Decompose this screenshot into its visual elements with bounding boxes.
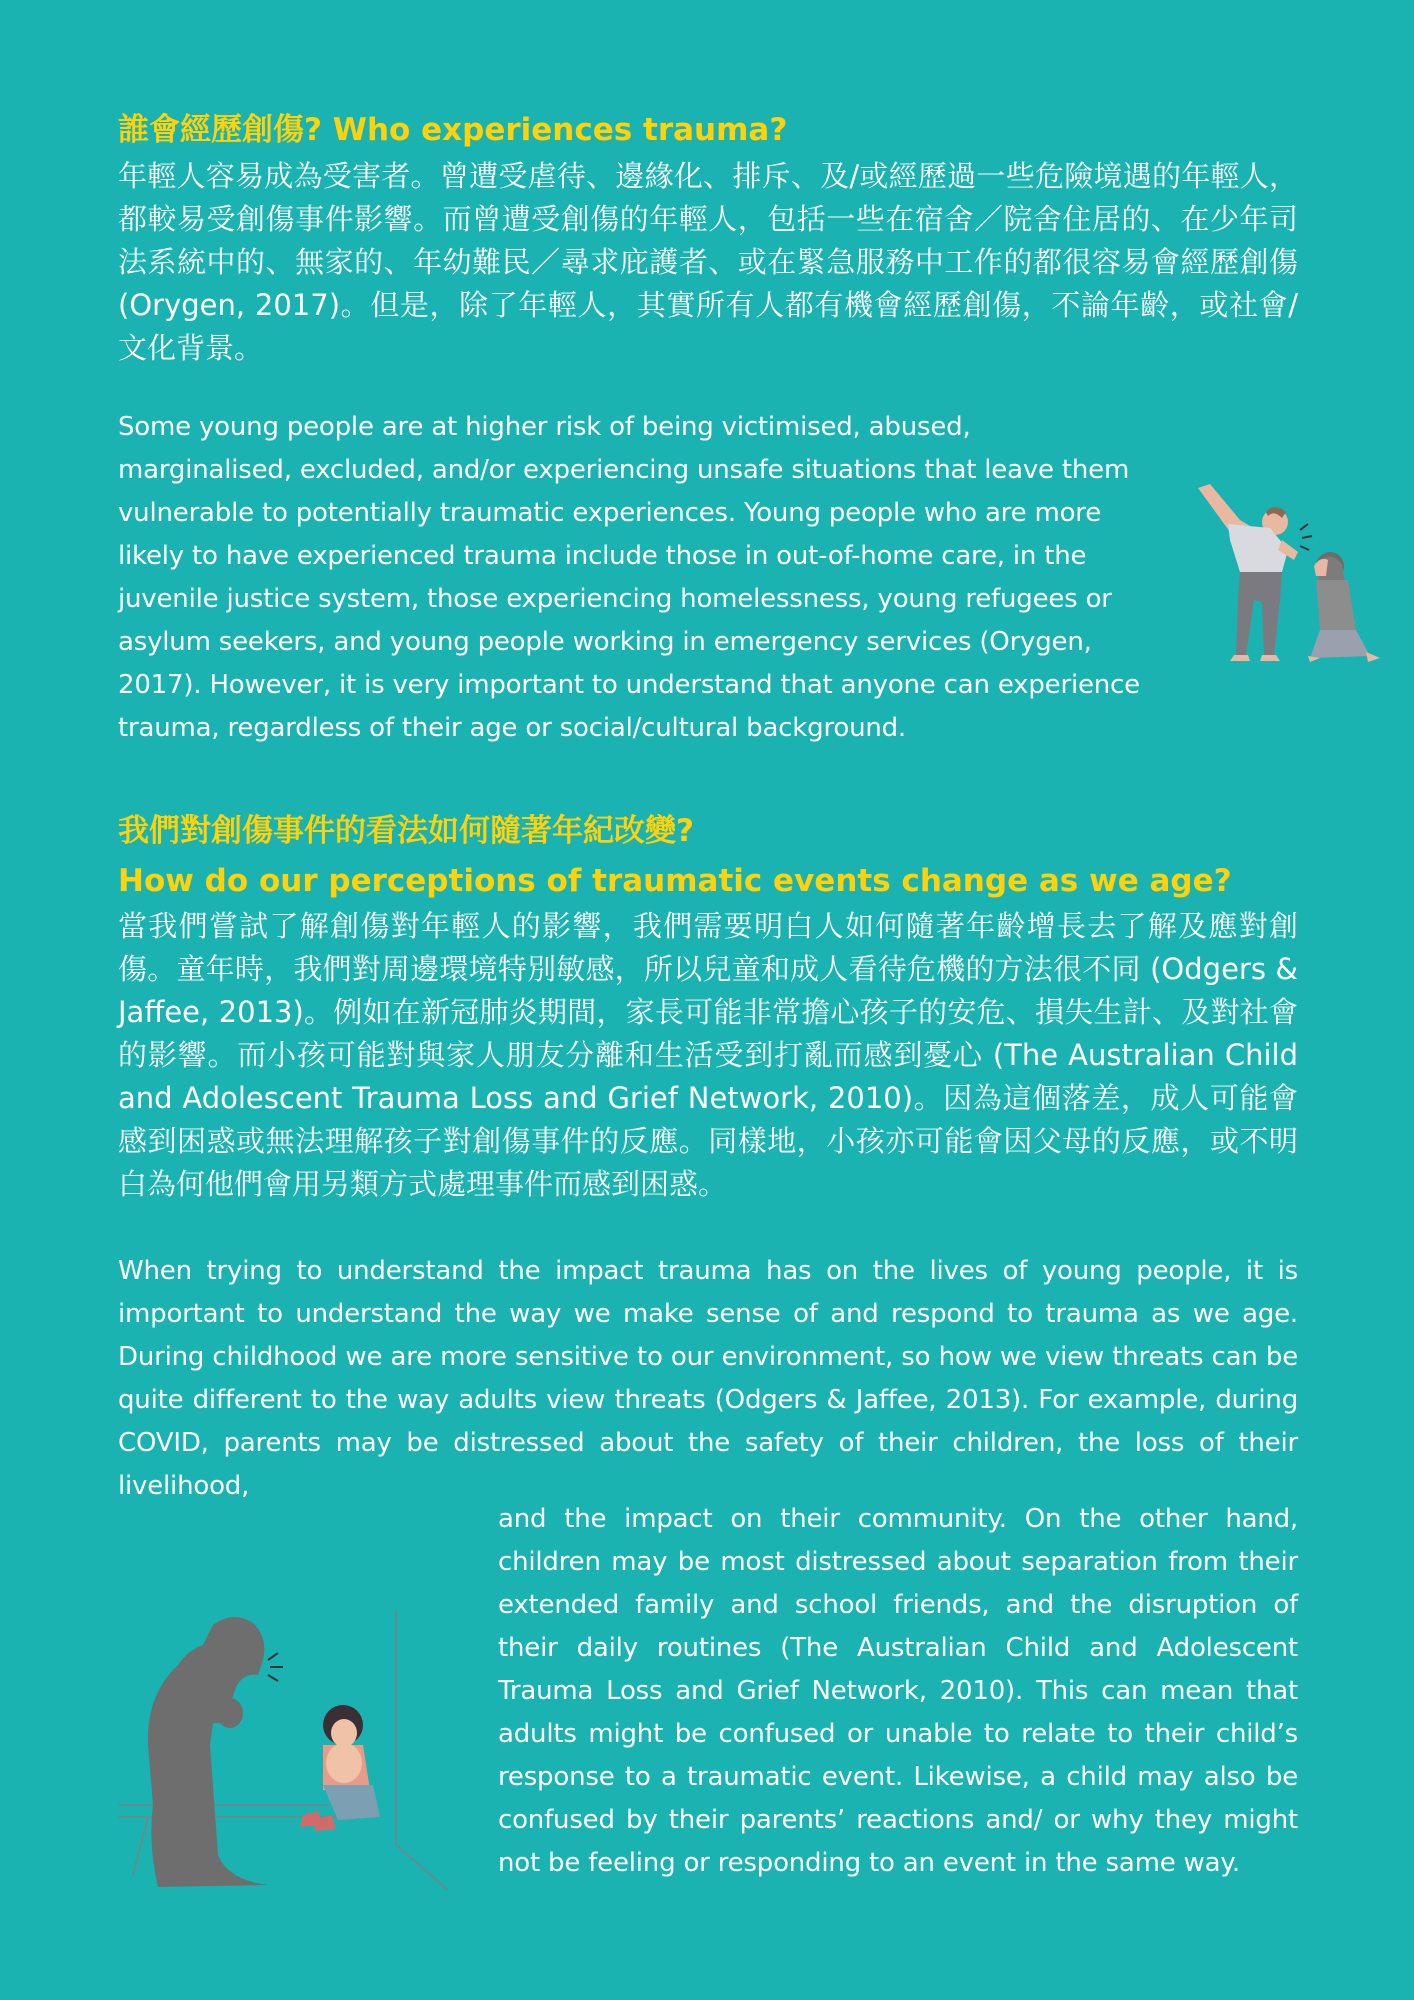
section1-heading: 誰會經歷創傷? Who experiences trauma? [118, 112, 788, 148]
section1-zh-paragraph: 年輕人容易成為受害者。曾遭受虐待、邊緣化、排斥、及/或經歷過一些危險境遇的年輕人，都較易受創傷事件影響。而曾遭受創傷的年輕人，包括一些在宿舍／院舍住居的、在少年司法系統中的、無家的、年幼難民／尋求庇護者、或在緊急服務中工作的都很容易會經歷創傷 (Orygen, 2017)。但是，除了年輕人，其實所有人都有機會經歷創傷，不論年齡，或社會/文化背景。 [118, 159, 1298, 365]
section2-heading-en: How do our perceptions of traumatic events change as we age? [118, 863, 1232, 899]
adult-shouting-illustration [1170, 480, 1380, 675]
section2-en-paragraph-1: When trying to understand the impact trauma has on the lives of young people, it is important to understand the way we make sense of and respond to trauma as we age. During childhood we are more sensitive to our environment, so how we view threats can be quite different to the way adults view threats (Odgers & Jaffee, 2013). For example, during COVID, parents may be distressed about the safety of their children, the loss of their livelihood, [118, 1256, 1298, 1501]
shadow-child-illustration [118, 1605, 448, 1890]
section2-en-paragraph-2: and the impact on their community. On the other hand, children may be most distressed about separation from their extended family and school friends, and the disruption of their daily routines (The Australian Child and Adolescent Trauma Loss and Grief Network, 2010). This can mean that adults might be confused or unable to relate to their child’s response to a traumatic event. Likewise, a child may also be confused by their parents’ reactions and/ or why they might not be feeling or responding to an event in the same way. [498, 1504, 1298, 1878]
section2-zh-paragraph: 當我們嘗試了解創傷對年輕人的影響，我們需要明白人如何隨著年齡增長去了解及應對創傷。童年時，我們對周邊環境特別敏感，所以兒童和成人看待危機的方法很不同 (Odgers & Jaffee, 2013)。例如在新冠肺炎期間，家長可能非常擔心孩子的安危、損失生計、及對社會的影響。而小孩可能對與家人朋友分離和生活受到打亂而感到憂心 (The Australian Child and Adolescent Trauma Loss and Grief Network, 2010)。因為這個落差，成人可能會感到困惑或無法理解孩子對創傷事件的反應。同樣地，小孩亦可能會因父母的反應，或不明白為何他們會用另類方式處理事件而感到困惑。 [118, 909, 1298, 1201]
section2-heading-zh: 我們對創傷事件的看法如何隨著年紀改變? [118, 813, 694, 849]
section1-en-paragraph: Some young people are at higher risk of being victimised, abused, marginalised, excluded, and/or experiencing unsafe situations that leave them vulnerable to potentially traumatic experiences. Young people who are more likely to have experienced trauma include those in out-of-home care, in the juvenile justice system, those experiencing homelessness, young refugees or asylum seekers, and young people working in emergency services (Orygen, 2017). However, it is very important to understand that anyone can experience trauma, regardless of their age or social/cultural background. [118, 412, 1140, 743]
